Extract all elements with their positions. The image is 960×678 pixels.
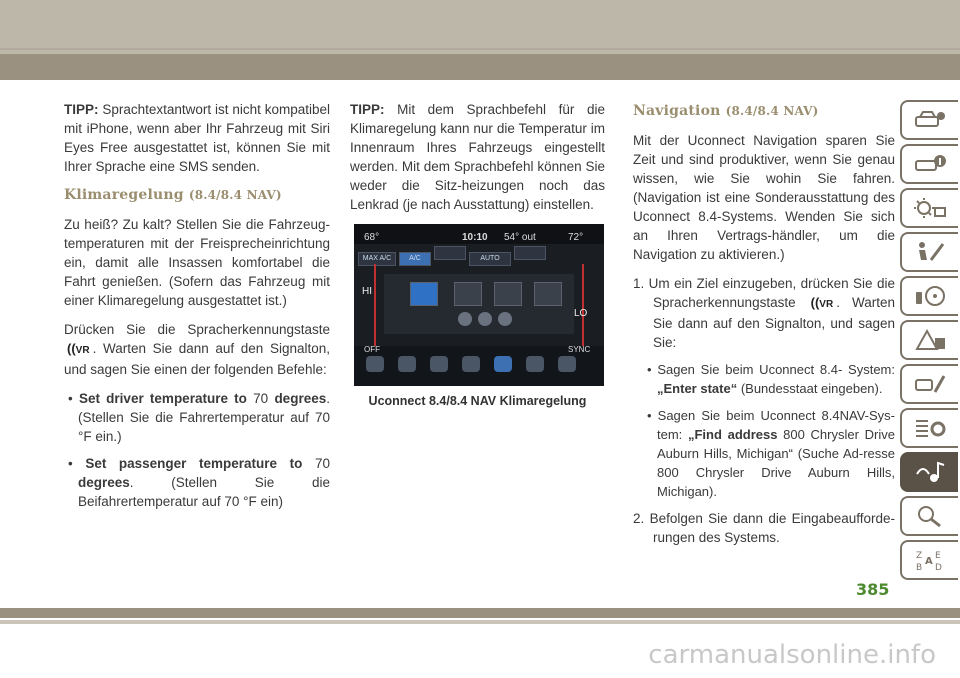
outside-temp: 54° out [504, 232, 536, 243]
column-right [633, 100, 895, 555]
voice-recognition-icon: ((VR [810, 295, 834, 310]
svg-text:D: D [935, 563, 942, 572]
vr-label: VR [75, 345, 90, 356]
screen-status-bar [354, 224, 604, 244]
step-text-a: 1. Um ein Ziel einzugeben, drücken Sie die Spracherkennungstaste [633, 276, 895, 310]
svg-text:A: A [925, 556, 933, 567]
sub-command: „Enter state“ [657, 381, 738, 396]
command-explanation: . (Stellen Sie die Fahrertemperatur auf 70 °F ein.) [78, 391, 330, 444]
tab-multimedia[interactable] [900, 452, 958, 492]
tip-text: Mit dem Sprachbefehl für die Klimaregelung kann nur die Temperatur im Innenraum Ihres Fahrzeugs eingestellt werden. Mit dem Sprachbefehl können Sie weder die Sitz-heizungen noch das Lenkrad (je nach Ausstattung) einstellen. [350, 102, 605, 212]
climate-screen-image [354, 224, 604, 386]
svg-text:Z: Z [916, 551, 923, 561]
tab-tools[interactable] [900, 364, 958, 404]
tab-seat-safety[interactable] [900, 232, 958, 272]
tab-car-info[interactable] [900, 100, 958, 140]
command-text: Set passenger temperature to [85, 456, 303, 471]
airflow-mode-icon [534, 282, 562, 306]
airflow-mode-icon [494, 282, 522, 306]
radio-dock-icon [366, 356, 384, 372]
left-temp: 68° [364, 232, 380, 243]
driver-temp-slider [374, 264, 376, 346]
svg-text:B: B [916, 563, 923, 572]
seat-safety-icon [913, 240, 947, 264]
step-1-sub-a [633, 360, 895, 398]
car-info-icon [913, 108, 947, 132]
apps-dock-icon [462, 356, 480, 372]
multimedia-note-icon [913, 460, 947, 484]
warning-lights-icon [913, 196, 947, 220]
tip-label: TIPP: [64, 102, 99, 117]
voice-instruction [64, 320, 330, 379]
instruction-text-a: Drücken Sie die Spracherkennungstaste [64, 322, 330, 337]
command-text: Set driver temperature to [78, 391, 247, 406]
tab-emergency[interactable] [900, 320, 958, 360]
sync-label: SYNC [568, 345, 591, 354]
tools-icon [913, 372, 947, 396]
recirc-button [434, 246, 466, 260]
seat-heat-icon [498, 312, 512, 326]
step-text-b: . Warten Sie dann auf den Signalton, und sagen Sie: [653, 295, 895, 350]
emergency-triangle-icon [913, 328, 947, 352]
right-temp: 72° [568, 232, 584, 243]
sub-command: „Find address [687, 427, 778, 442]
steering-wheel-icon [913, 284, 947, 308]
top-stripe [0, 54, 960, 80]
top-divider [0, 48, 960, 50]
watermark: carmanualsonline.info [648, 640, 936, 670]
off-label: OFF [364, 345, 380, 354]
sub-text: • Sagen Sie beim Uconnect 8.4NAV-Sys-tem: [647, 408, 895, 442]
climate-button-row [358, 246, 600, 260]
vr-label: VR [819, 299, 834, 310]
tip-paragraph-2 [350, 100, 605, 214]
page-number: 385 [856, 580, 890, 599]
sub-explanation: (Bundesstaat eingeben). [740, 381, 883, 396]
tab-specs[interactable] [900, 408, 958, 448]
tip-label: TIPP: [350, 102, 385, 117]
section-heading-navigation [633, 102, 895, 121]
ac-button: A/C [399, 252, 431, 266]
media-dock-icon [398, 356, 416, 372]
command-number: 70 [253, 391, 269, 406]
voice-recognition-icon: ((VR [67, 341, 90, 356]
tip-text: Sprachtextantwort ist nicht kompatibel mit iPhone, wenn aber Ihr Fahrzeug mit Siri Eyes Free ausgestattet ist, können Sie mit Ihrer Sprache eine SMS senden. [64, 102, 330, 174]
auto-button: AUTO [469, 252, 511, 266]
max-ac-button: MAX A/C [358, 252, 396, 266]
step-2: 2. Befolgen Sie dann die Eingabeaufforde-rungen des Systems. [633, 511, 895, 545]
command-explanation: . (Stellen Sie die Beifahrertemperatur auf 70 °F ein) [78, 475, 330, 509]
section-heading-climate [64, 186, 330, 205]
chapter-tabs [900, 100, 960, 584]
lo-label: LO [574, 308, 588, 319]
command-unit: degrees [274, 391, 327, 406]
heading-suffix: (8.4/8.4 NAV) [188, 188, 282, 202]
instruction-text-b: . Warten Sie dann auf den Signalton, und sagen Sie einen der folgenden Befehle: [64, 341, 330, 377]
step-1-sub-b [633, 406, 895, 501]
phone-dock-icon [558, 356, 576, 372]
tip-paragraph [64, 100, 330, 176]
tab-index[interactable] [900, 540, 958, 580]
defrost-button [514, 246, 546, 260]
step-1 [633, 274, 895, 352]
command-unit: degrees [78, 475, 130, 490]
command-bullet-passenger: • Set passenger temperature to 70 degrees. (Stellen Sie die Beifahrertemperatur auf 70 °F ein) [68, 456, 330, 509]
heading-text: Klimaregelung [64, 187, 184, 203]
controls-dock-icon [430, 356, 448, 372]
seat-heat-icon [458, 312, 472, 326]
fan-icon [478, 312, 492, 326]
airflow-mode-icon [410, 282, 438, 306]
svg-text:E: E [935, 551, 941, 561]
bottom-band-light [0, 620, 960, 624]
heading-suffix: (8.4/8.4 NAV) [725, 104, 819, 118]
image-caption: Uconnect 8.4/8.4 NAV Klimaregelung [368, 394, 587, 408]
heading-text: Navigation [633, 103, 721, 119]
tab-steering[interactable] [900, 276, 958, 316]
airflow-mode-icon [454, 282, 482, 306]
gear-list-icon [913, 416, 947, 440]
column-middle [350, 100, 605, 411]
magnifier-icon [913, 504, 947, 528]
climate-dock-icon [494, 356, 512, 372]
tab-search[interactable] [900, 496, 958, 536]
bottom-band [0, 608, 960, 618]
command-number: 70 [314, 456, 330, 471]
command-bullet-driver: • Set driver temperature to 70 degrees. (Stellen Sie die Fahrertemperatur auf 70 °F ein.) [68, 391, 330, 444]
index-letters-icon [913, 548, 947, 572]
clock: 10:10 [462, 232, 488, 243]
hi-label: HI [362, 286, 372, 297]
sub-text: • Sagen Sie beim Uconnect 8.4- System: [647, 362, 895, 377]
top-banner [0, 0, 960, 80]
navigation-intro: Mit der Uconnect Navigation sparen Sie Zeit und sind produktiver, wenn Sie genau wissen, wie Sie wohin Sie fahren. (Navigation ist eine Sonderausstattung des Uconnect 8.4-Systems. Wenden Sie sich an Ihren Vertrags-händler, um die Navigation zu aktivieren.) [633, 133, 895, 262]
column-left [64, 100, 330, 519]
nav-dock-icon [526, 356, 544, 372]
car-i-icon [913, 152, 947, 176]
climate-intro: Zu heiß? Zu kalt? Stellen Sie die Fahrzeug-temperaturen mit der Freisprecheinrichtung ein, damit alle Insassen komfortabel die Fahrt genießen. (Sofern das Fahrzeug mit einer Klimaregelung ausgestattet ist.) [64, 217, 330, 308]
tab-warning-lights[interactable] [900, 188, 958, 228]
tab-car-i[interactable] [900, 144, 958, 184]
sub-explanation: 800 Chrysler Drive Auburn Hills, Michigan“ (Suche Ad-resse 800 Chrysler Drive Auburn Hills, Michigan). [657, 427, 895, 499]
